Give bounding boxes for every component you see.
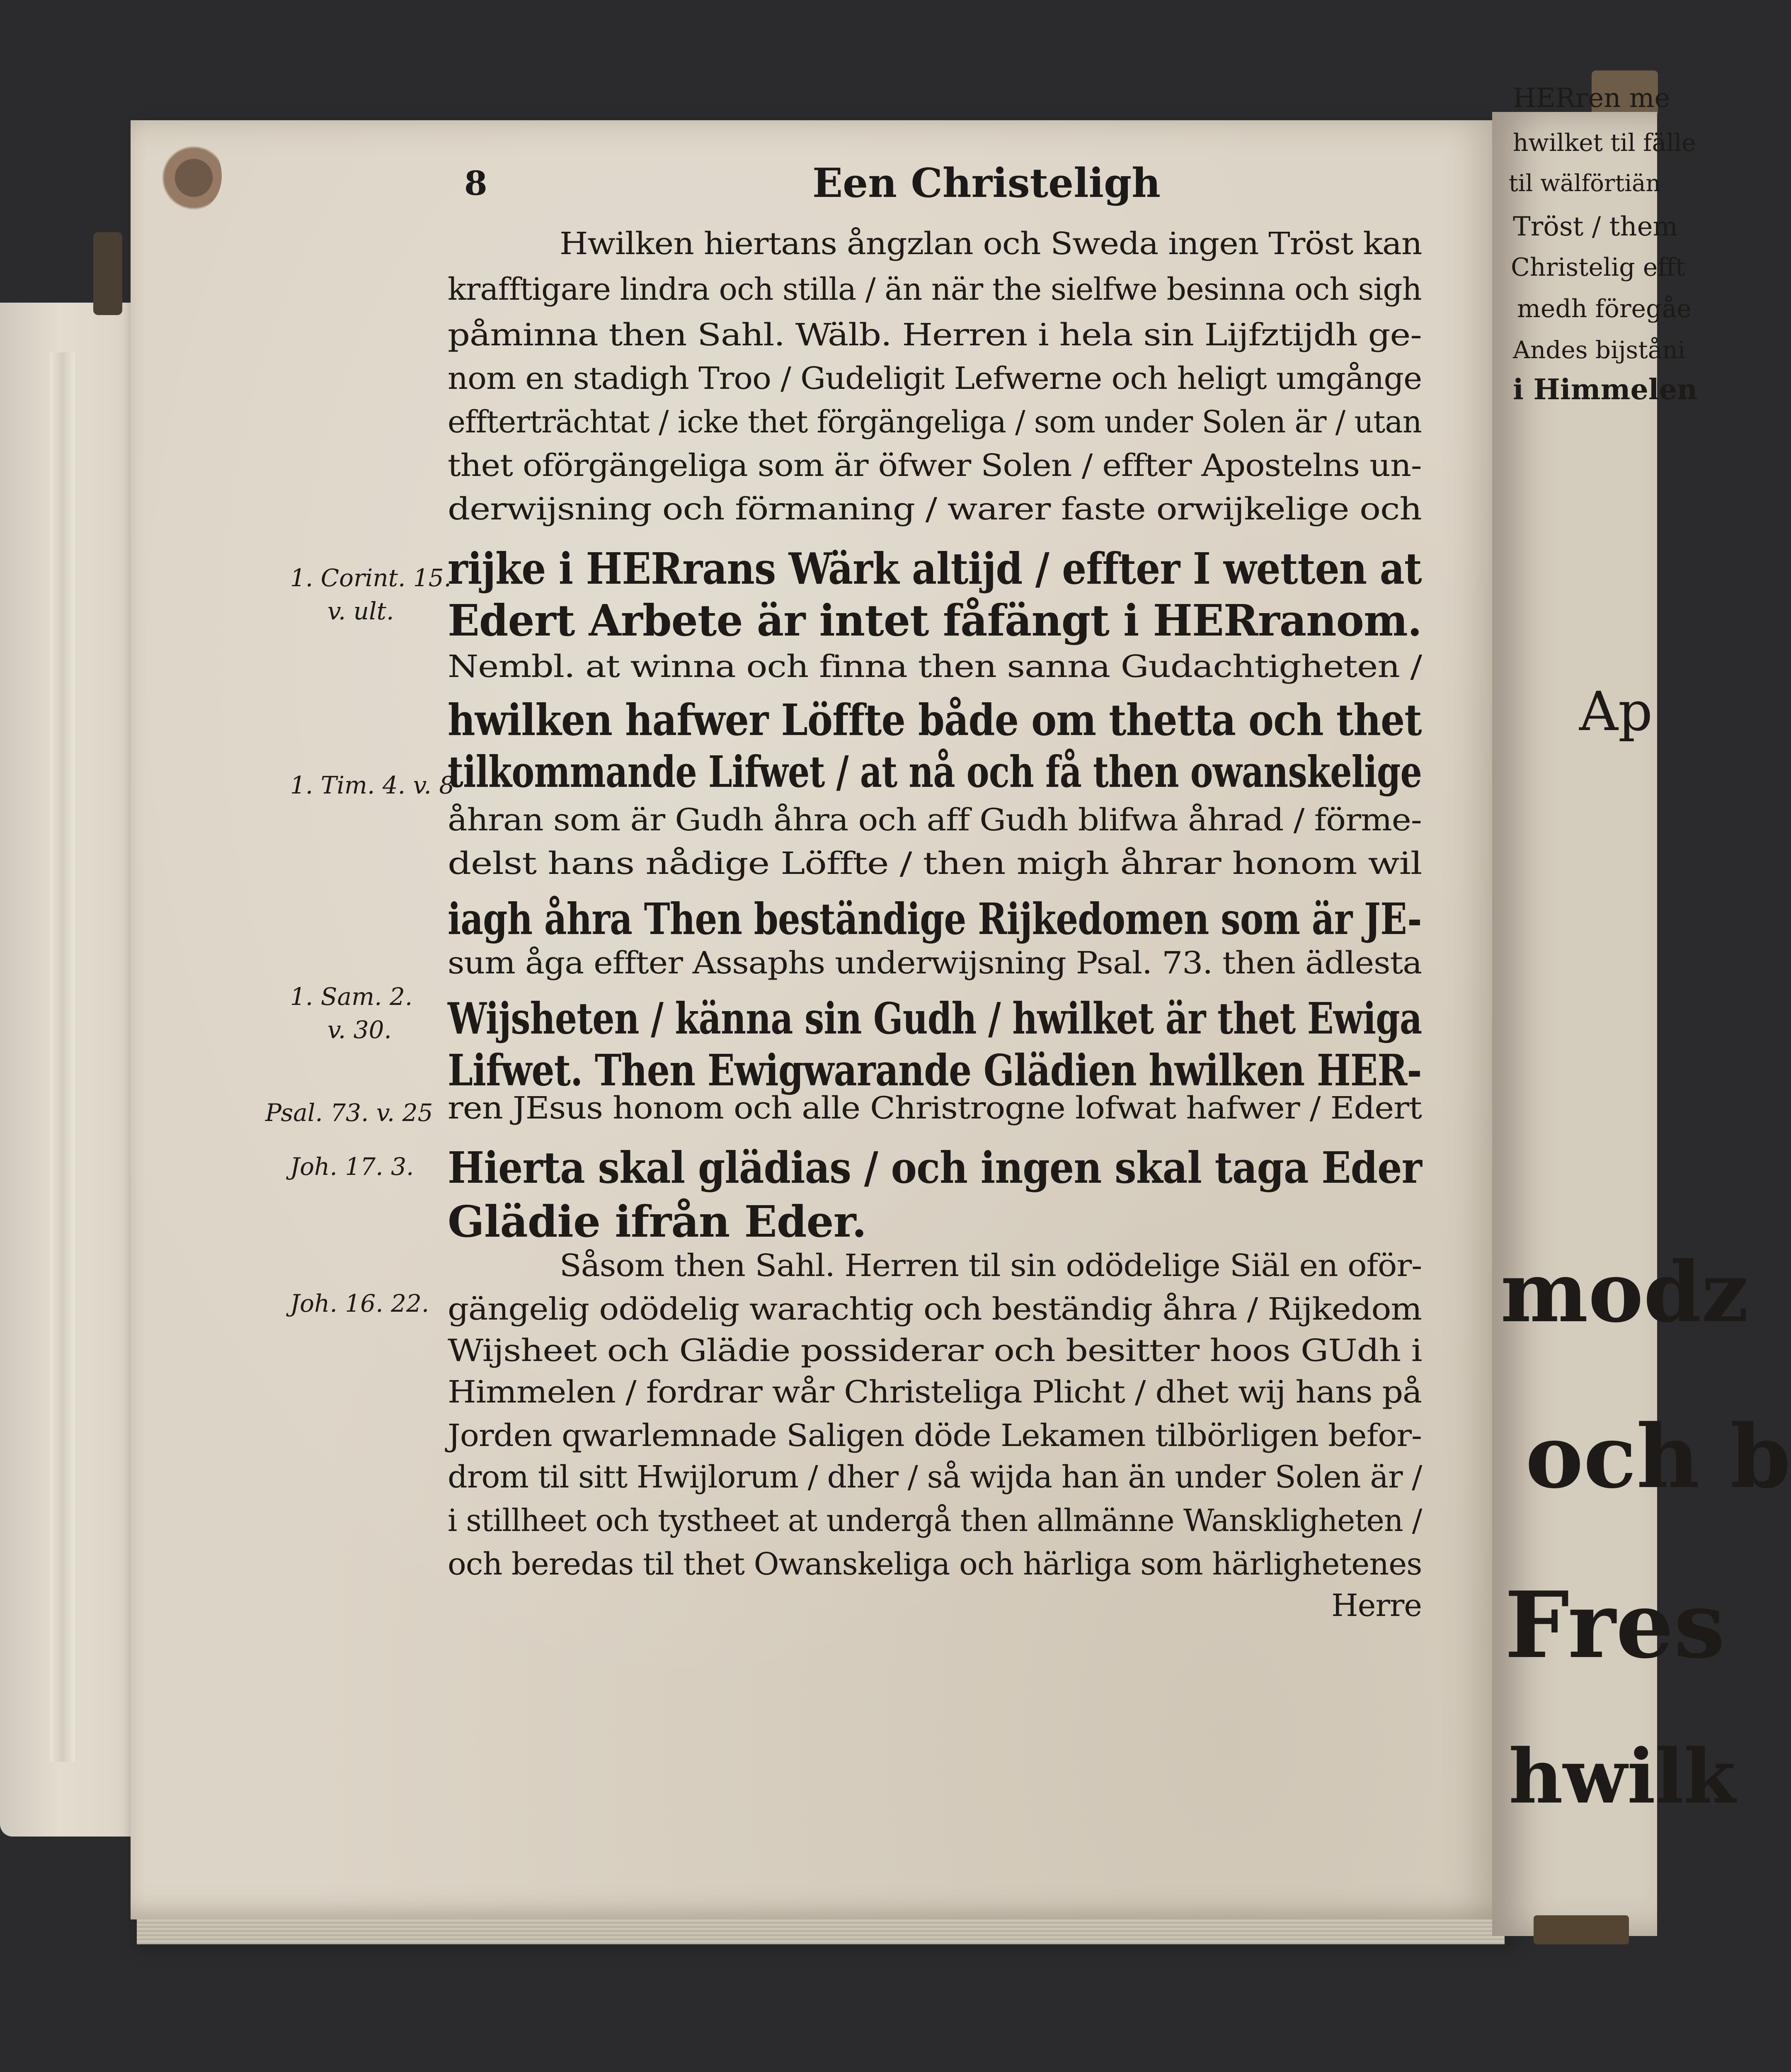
body-line: Hwilken hiertans ångzlan och Sweda ingen Tröst kan: [560, 226, 1422, 262]
body-line: åhran som är Gudh åhra och aff Gudh blifwa åhrad / förme-: [448, 802, 1422, 838]
body-line: tilkommande Lifwet / at nå och få then owanskelige: [448, 746, 1422, 797]
facing-page-text: Fres: [1505, 1571, 1726, 1679]
body-line: iagh åhra Then beständige Rijkedomen som är JE-: [448, 893, 1422, 944]
adjacent-book-pages: [0, 303, 149, 1837]
body-line: thet oförgängeliga som är öfwer Solen / effter Apostelns un-: [448, 448, 1422, 483]
body-line: Lifwet. Then Ewigwarande Glädien hwilken HER-: [448, 1045, 1422, 1096]
margin-note-cont: v. ult.: [327, 597, 394, 625]
body-line: Wijsheet och Glädie possiderar och besitter hoos GUdh i: [448, 1333, 1422, 1368]
facing-page-text: Tröst / them: [1513, 211, 1678, 242]
page-number: 8: [464, 164, 487, 203]
body-line: Herre: [1331, 1588, 1422, 1623]
facing-page-text: modz: [1500, 1244, 1749, 1341]
page-bottom-edges: [137, 1915, 1505, 1944]
body-line: Hierta skal glädias / och ingen skal taga Eder: [448, 1142, 1422, 1193]
body-line: delst hans nådige Löffte / then migh åhrar honom wil: [448, 846, 1422, 881]
body-line: derwijsning och förmaning / warer faste orwijkelige och: [448, 491, 1422, 527]
facing-page-text: hwilk: [1509, 1733, 1736, 1820]
body-line: Glädie ifrån Eder.: [448, 1196, 867, 1247]
facing-page-text: Christelig efft: [1511, 253, 1685, 282]
body-line: krafftigare lindra och stilla / än när the sielfwe besinna och sigh: [448, 272, 1422, 307]
margin-note: 1. Corint. 15.: [290, 564, 452, 592]
facing-page-text: i Himmelen: [1513, 373, 1698, 406]
margin-note: 1. Tim. 4. v. 8: [290, 771, 455, 799]
body-line: drom til sitt Hwijlorum / dher / så wijda han än under Solen är /: [448, 1459, 1422, 1495]
book-clasp-bottom: [1534, 1915, 1629, 1944]
body-line: Nembl. at winna och finna then sanna Gudachtigheten /: [448, 649, 1422, 684]
body-line: sum åga effter Assaphs underwijsning Psal. 73. then ädlesta: [448, 945, 1422, 981]
body-line: rijke i HERrans Wärk altijd / effter I wetten at: [448, 543, 1422, 594]
body-line: Såsom then Sahl. Herren til sin odödelige Siäl en oför-: [560, 1248, 1422, 1283]
facing-page-text: och b: [1525, 1405, 1791, 1508]
body-line: hwilken hafwer Löffte både om thetta och thet: [448, 694, 1422, 745]
page-edge: [50, 352, 75, 1762]
facing-page: [1492, 83, 1791, 1936]
body-line: Edert Arbete är intet fåfängt i HERranom.: [448, 595, 1422, 646]
margin-note: Psal. 73. v. 25: [265, 1099, 433, 1127]
body-line: Wijsheten / känna sin Gudh / hwilket är thet Ewiga: [448, 993, 1422, 1044]
margin-note: 1. Sam. 2.: [290, 983, 413, 1011]
margin-note: Joh. 16. 22.: [290, 1289, 429, 1317]
facing-page-text: HERren me: [1513, 83, 1670, 114]
body-line: Jorden qwarlemnade Saligen döde Lekamen tilbörligen befor-: [448, 1418, 1422, 1453]
facing-page-text: Andes bijståni: [1513, 336, 1686, 364]
body-line: Himmelen / fordrar wår Christeliga Plicht / dhet wij hans på: [448, 1374, 1422, 1410]
margin-note: Joh. 17. 3.: [290, 1152, 414, 1181]
body-line: i stillheet och tystheet at undergå then allmänne Wanskligheten /: [448, 1503, 1422, 1538]
facing-page-text: medh föregåe: [1517, 294, 1692, 323]
book-clasp: [93, 232, 122, 315]
body-line: påminna then Sahl. Wälb. Herren i hela sin Lijfztijdh ge-: [448, 317, 1422, 353]
running-title: Een Christeligh: [812, 160, 1161, 206]
body-line: ren JEsus honom och alle Christrogne lofwat hafwer / Edert: [448, 1090, 1422, 1126]
facing-page-text: til wälförtiän: [1509, 170, 1661, 197]
body-line: effterträchtat / icke thet förgängeliga / som under Solen är / utan: [448, 404, 1422, 440]
body-line: och beredas til thet Owanskeliga och härliga som härlighetenes: [448, 1546, 1422, 1582]
facing-page-text: Ap: [1579, 680, 1653, 743]
margin-note-cont: v. 30.: [327, 1016, 392, 1044]
body-line: nom en stadigh Troo / Gudeligit Lefwerne och heligt umgånge: [448, 361, 1422, 396]
body-line: gängelig odödelig warachtig och beständig åhra / Rijkedom: [448, 1291, 1422, 1327]
facing-page-text: hwilket til fälle: [1513, 129, 1696, 157]
